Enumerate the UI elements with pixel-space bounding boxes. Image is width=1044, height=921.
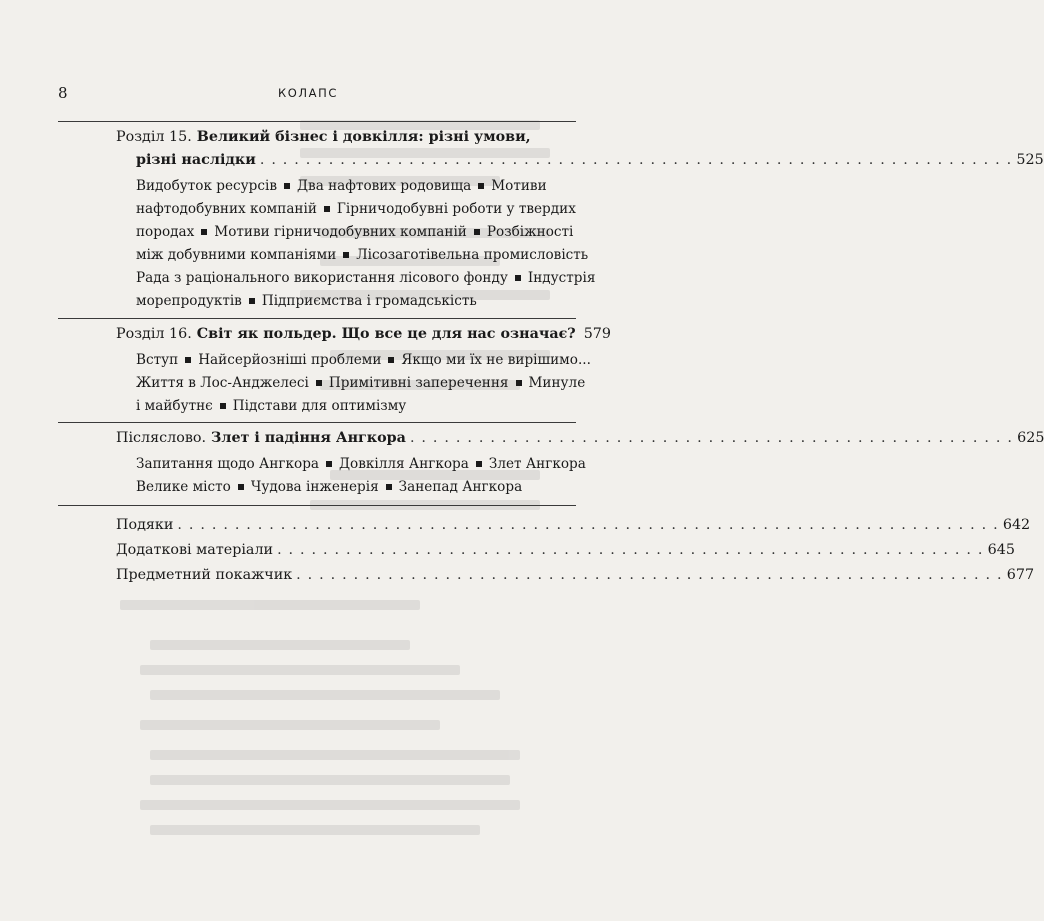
- toc-entry-chapter-16[interactable]: Розділ 16. Світ як польдер. Що все це для нас означає? 579: [116, 326, 611, 342]
- section-list-line: і майбутнє Підстави для оптимізму: [136, 398, 407, 414]
- section-list-line: Велике місто Чудова інженерія Занепад Ангкора: [136, 479, 523, 495]
- separator-line: [58, 422, 576, 423]
- chapter-title: Великий бізнес і довкілля: різні умови,: [196, 129, 531, 145]
- toc-entry-afterword[interactable]: Післяслово. Злет і падіння Ангкора . . . . . . . . . . . . . . . . . . . . . . . . . . . . . . . . . . . . . . . . . . . . . . . . . . . . . 625: [116, 430, 1044, 446]
- page-ref: 525: [1016, 152, 1044, 168]
- section-list-line: між добувними компаніями Лісозаготівельна промисловість: [136, 247, 589, 263]
- dot-leader: . . . . . . . . . . . . . . . . . . . . . . . . . . . . . . . . . . . . . . . . . . . . . . . . . . . . . . . . . . . . . . . . . . . . . . . .: [177, 517, 999, 533]
- dot-leader: . . . . . . . . . . . . . . . . . . . . . . . . . . . . . . . . . . . . . . . . . . . . . . . . . . . . . . . . . . . . . .: [296, 567, 1003, 583]
- running-title: КОЛАПС: [277, 86, 338, 100]
- separator-line: [58, 318, 576, 319]
- entry-title: Подяки: [116, 517, 174, 533]
- chapter-title: Світ як польдер. Що все це для нас означає?: [196, 326, 576, 342]
- entry-title: Предметний покажчик: [116, 567, 293, 583]
- page-ref: 579: [583, 326, 611, 342]
- separator-line: [58, 505, 576, 506]
- section-list-line: морепродуктів Підприємства і громадськість: [136, 293, 477, 309]
- page-ref: 645: [987, 542, 1015, 558]
- chapter-title: Злет і падіння Ангкора: [211, 430, 406, 446]
- section-list-line: Життя в Лос-Анджелесі Примітивні заперечення Минуле: [136, 375, 586, 391]
- entry-title: Додаткові матеріали: [116, 542, 274, 558]
- chapter-title: різні наслідки: [136, 152, 256, 168]
- toc-entry-additional-materials[interactable]: [116, 542, 1015, 558]
- page-number: 8: [58, 84, 68, 102]
- section-list-line: нафтодобувних компаній Гірничодобувні роботи у твердих: [136, 201, 576, 217]
- page-ref: 677: [1006, 567, 1035, 583]
- section-list-line: Вступ Найсерйозніші проблеми Якщо ми їх не вирішимо...: [136, 352, 591, 368]
- section-list-line: Видобуток ресурсів Два нафтових родовища Мотиви: [136, 178, 547, 194]
- page-ref: 642: [1002, 517, 1031, 533]
- page-header: [58, 84, 558, 106]
- toc-entry-acknowledgements[interactable]: [116, 517, 1031, 533]
- section-list-line: Запитання щодо Ангкора Довкілля Ангкора Злет Ангкора: [136, 456, 586, 472]
- dot-leader: . . . . . . . . . . . . . . . . . . . . . . . . . . . . . . . . . . . . . . . . . . . . . . . . . . . . . . . . . . . . . . . . . .: [259, 152, 1013, 168]
- dot-leader: . . . . . . . . . . . . . . . . . . . . . . . . . . . . . . . . . . . . . . . . . . . . . . . . . . . . .: [409, 430, 1014, 446]
- dot-leader: . . . . . . . . . . . . . . . . . . . . . . . . . . . . . . . . . . . . . . . . . . . . . . . . . . . . . . . . . . . . . .: [277, 542, 984, 558]
- toc-entry-chapter-15[interactable]: Розділ 15. Великий бізнес і довкілля: різні умови,: [116, 129, 531, 145]
- toc-entry-chapter-15-continued[interactable]: [136, 152, 1044, 168]
- toc-entry-index[interactable]: [116, 567, 1035, 583]
- section-list-line: Рада з раціонального використання лісового фонду Індустрія: [136, 270, 596, 286]
- section-list-line: породах Мотиви гірничодобувних компаній Розбіжності: [136, 224, 574, 240]
- separator-line: [58, 121, 576, 122]
- page-ref: 625: [1017, 430, 1044, 446]
